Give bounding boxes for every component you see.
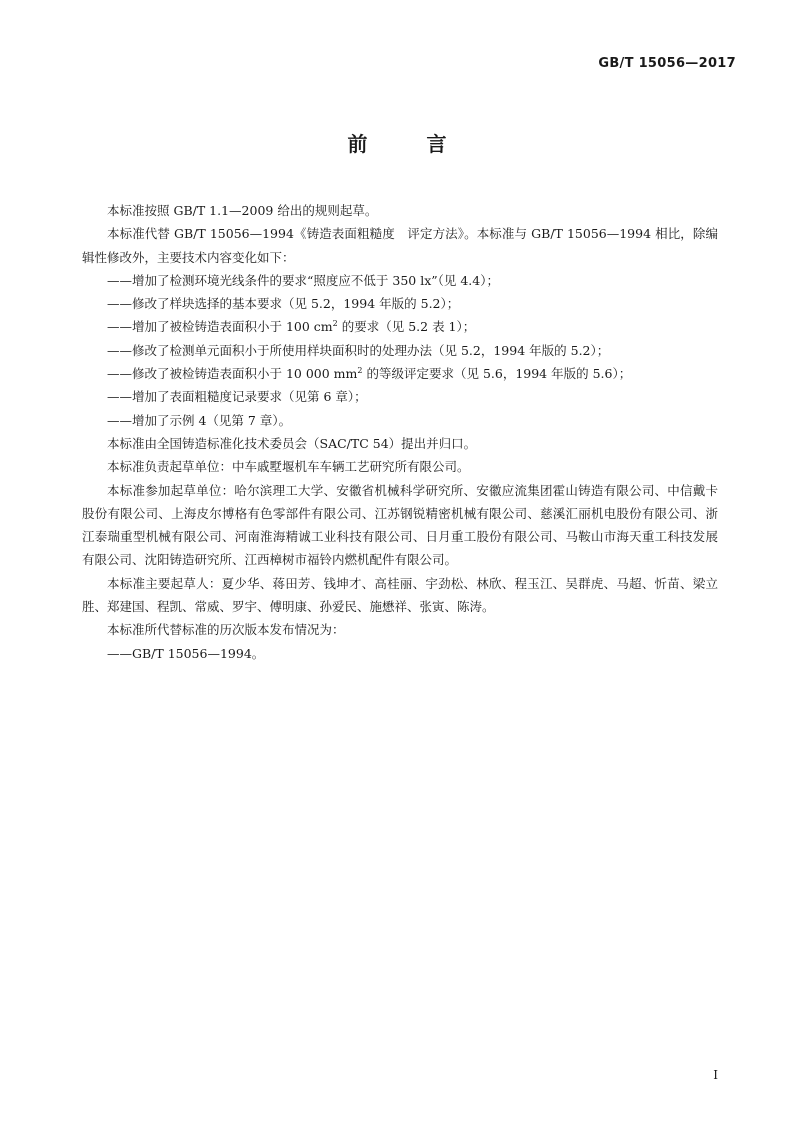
change-item: ——修改了检测单元面积小于所使用样块面积时的处理办法（见 5.2，1994 年版的 5.2）；	[107, 342, 610, 358]
page-number: I	[713, 1068, 718, 1082]
paragraph-participating-drafters: 本标准参加起草单位：哈尔滨理工大学、安徽省机械科学研究所、安徽应流集团霍山铸造有限公司、中信戴卡股份有限公司、上海皮尔博格有色零部件有限公司、江苏钢锐精密机械有限公司、慈溪汇丽机电股份有限公司、浙江泰瑞重型机械有限公司、河南淮海精诚工业科技有限公司、日月重工股份有限公司、马鞍山市海天重工科技发展有限公司、沈阳铸造研究所、江西樟树市福铃内燃机配件有限公司。	[82, 482, 718, 568]
paragraph-lead-drafter: 本标准负责起草单位：中车戚墅堰机车车辆工艺研究所有限公司。	[107, 459, 470, 475]
change-item-text: ——增加了被检铸造表面积小于 100 cm	[107, 319, 333, 335]
superscript: 2	[332, 319, 338, 329]
change-item-text-rest: 的要求（见 5.2 表 1）；	[337, 319, 476, 335]
change-item	[82, 315, 718, 338]
change-item: ——修改了样块选择的基本要求（见 5.2，1994 年版的 5.2）；	[107, 296, 460, 312]
foreword-body	[82, 199, 718, 665]
history-item: ——GB/T 15056—1994。	[107, 645, 265, 661]
superscript: 2	[357, 366, 363, 376]
standard-code: GB/T 15056—2017	[598, 56, 736, 71]
paragraph-history-intro: 本标准所代替标准的历次版本发布情况为：	[107, 622, 345, 638]
change-item: ——增加了检测环境光线条件的要求“照度应不低于 350 lx”（见 4.4）；	[107, 272, 499, 288]
change-item: ——增加了表面粗糙度记录要求（见第 6 章）；	[107, 389, 367, 405]
paragraph-replaces: 本标准代替 GB/T 15056—1994《铸造表面粗糙度 评定方法》。本标准与 GB/T 15056—1994 相比，除编辑性修改外，主要技术内容变化如下：	[82, 226, 718, 265]
change-item-text: ——修改了被检铸造表面积小于 10 000 mm	[107, 366, 358, 382]
paragraph-proposed-by: 本标准由全国铸造标准化技术委员会（SAC/TC 54）提出并归口。	[107, 435, 477, 451]
change-item-text-rest: 的等级评定要求（见 5.6，1994 年版的 5.6）；	[362, 366, 632, 382]
page-title: 前 言	[347, 132, 473, 156]
paragraph-drafting-rules: 本标准按照 GB/T 1.1—2009 给出的规则起草。	[107, 203, 378, 218]
paragraph-main-drafters: 本标准主要起草人：夏少华、蒋田芳、钱坤才、高桂丽、宇劲松、林欣、程玉江、吴群虎、马超、忻苗、梁立胜、郑建国、程凯、常威、罗宇、傅明康、孙爱民、施懋祥、张寅、陈涛。	[82, 575, 718, 615]
change-item	[82, 362, 718, 385]
change-item: ——增加了示例 4（见第 7 章）。	[107, 412, 292, 428]
